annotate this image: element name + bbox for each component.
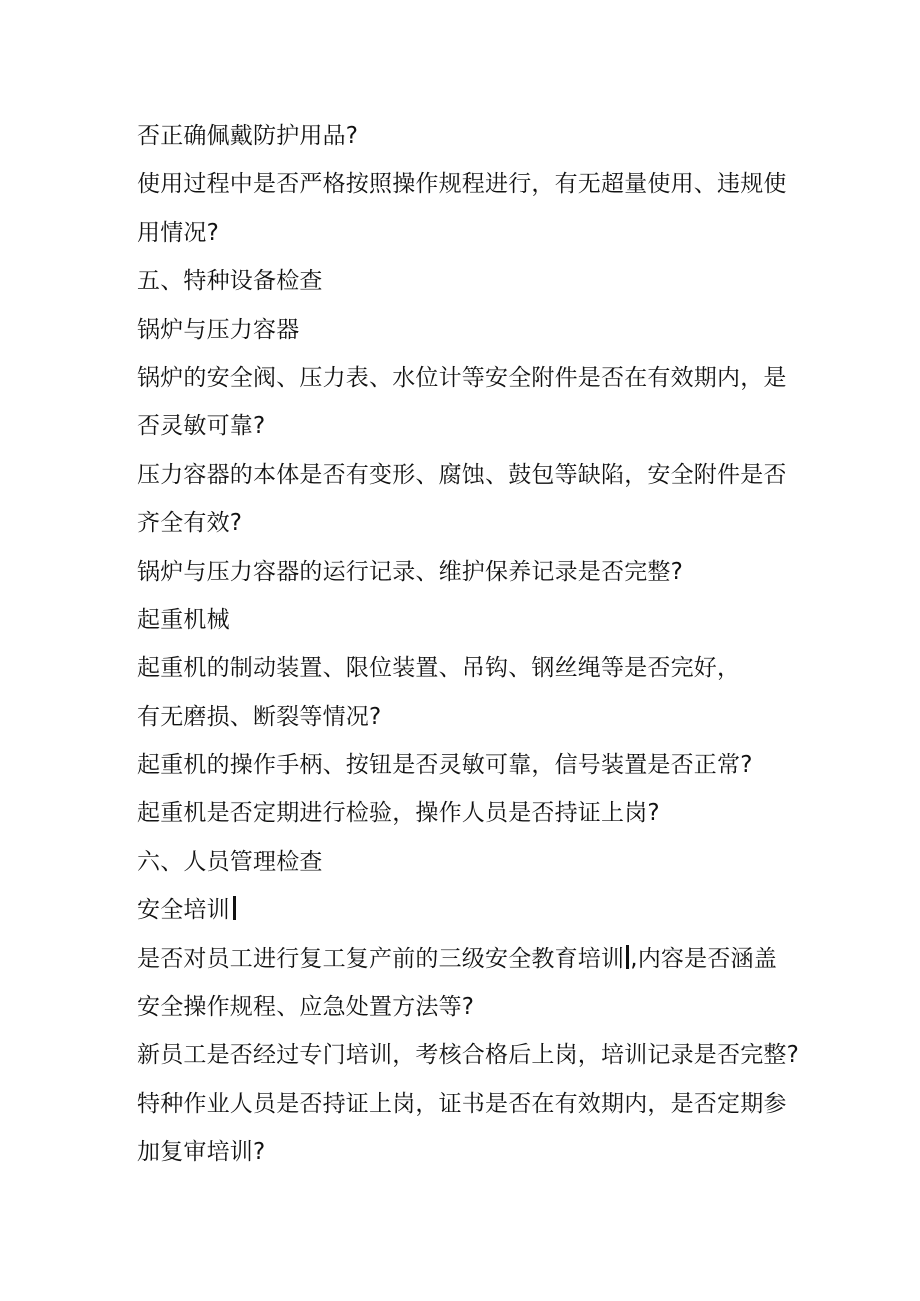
text-segment: 是否对员工进行复工复产前的三级安全教育培训 [137,945,625,972]
document-body [137,112,817,1177]
section-heading: 五、特种设备检查 [137,268,323,295]
text-line: 起重机的制动装置、限位装置、吊钩、钢丝绳等是否完好， [137,655,741,682]
text-line: 否正确佩戴防护用品? [137,123,359,149]
subsection-heading: 起重机械 [137,606,230,633]
text-line: 新员工是否经过专门培训，考核合格后上岗，培训记录是否完整? [137,1042,800,1069]
subsection-heading-line [137,886,817,934]
text-line: 否灵敏可靠? [137,413,266,440]
text-line: 有无磨损、断裂等情况? [137,703,382,730]
text-line: 特种作业人员是否持证上岗，证书是否在有效期内，是否定期参 [137,1090,787,1117]
section-heading: 六、人员管理检查 [137,848,323,875]
text-line: 加复审培训? [137,1139,266,1166]
text-line [137,935,817,983]
text-line: 起重机的操作手柄、按钮是否灵敏可靠，信号装置是否正常? [137,752,753,779]
text-line: 安全操作规程、应急处置方法等? [137,994,475,1021]
subsection-heading: 锅炉与压力容器 [137,316,300,343]
text-cursor-mark [233,896,236,920]
text-segment: ,内容是否涵盖 [630,945,777,972]
text-line: 压力容器的本体是否有变形、腐蚀、鼓包等缺陷，安全附件是否 [137,461,787,488]
text-line: 锅炉与压力容器的运行记录、维护保养记录是否完整? [137,558,684,585]
text-line: 锅炉的安全阀、压力表、水位计等安全附件是否在有效期内，是 [137,364,787,391]
subsection-heading: 安全培训 [137,897,230,924]
text-cursor-mark [626,945,629,969]
text-line: 齐全有效? [137,510,243,537]
text-line: 用情况? [137,219,220,246]
text-line: 起重机是否定期进行检验，操作人员是否持证上岗? [137,800,660,827]
text-line: 使用过程中是否严格按照操作规程进行，有无超量使用、违规使 [137,171,787,198]
